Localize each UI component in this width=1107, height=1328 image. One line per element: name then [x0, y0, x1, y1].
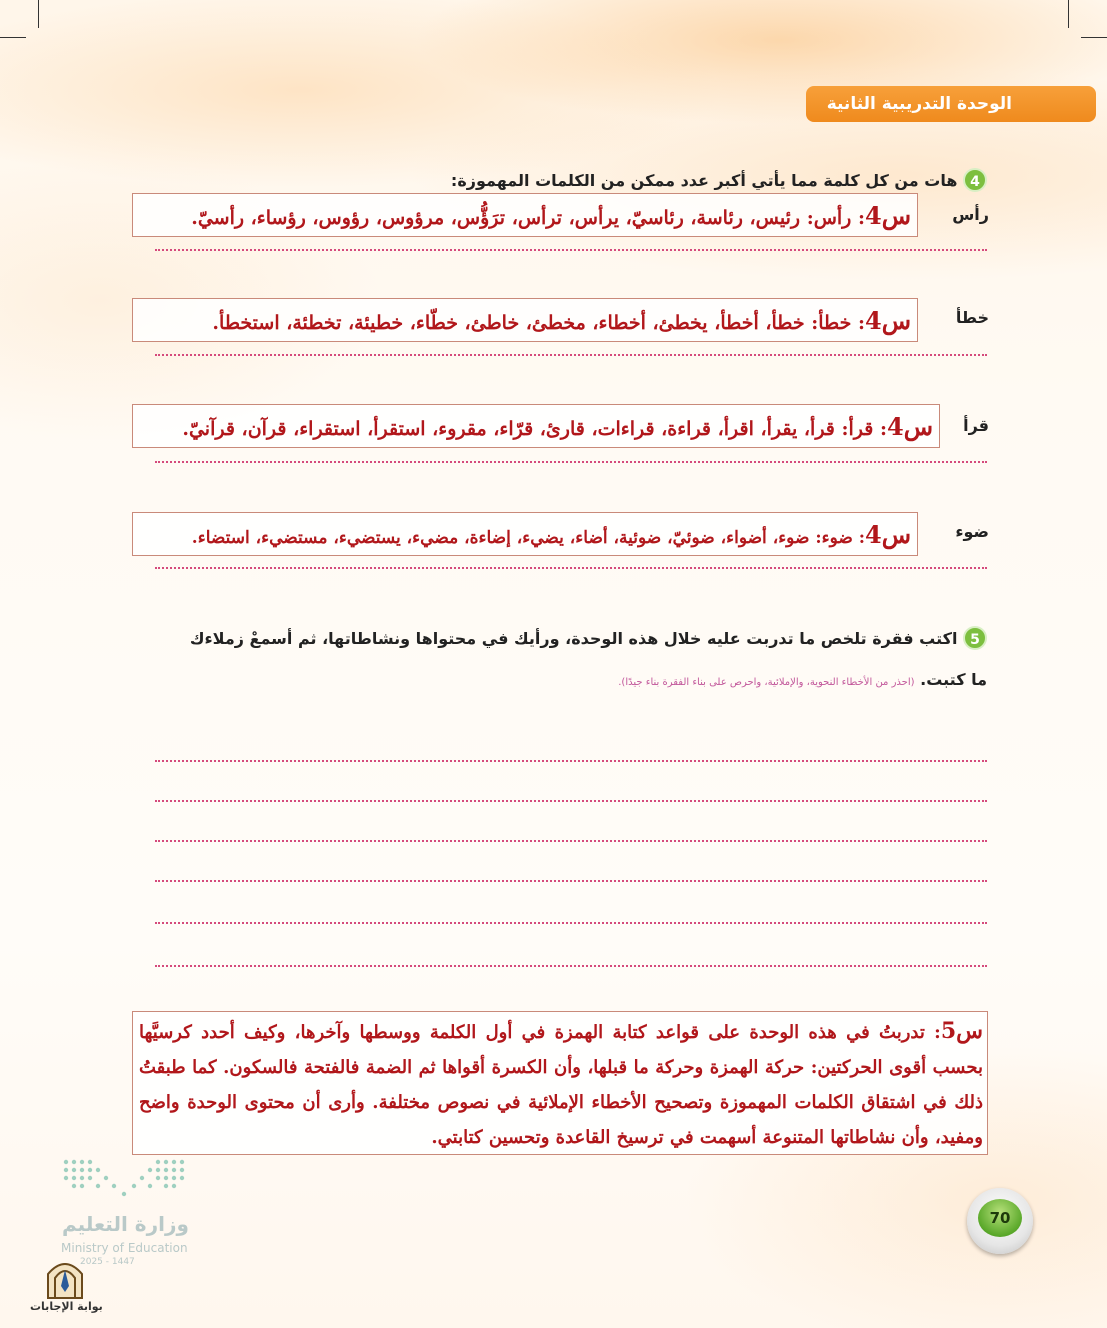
page-number-badge	[967, 1188, 1033, 1254]
answer-box	[132, 404, 940, 448]
crop-mark	[0, 37, 26, 38]
dotted-writing-line	[155, 965, 987, 967]
ministry-logo-dots	[58, 1150, 208, 1210]
question-5-text: اكتب فقرة تلخص ما تدربت عليه خلال هذه الوحدة، ورأيك في محتواها ونشاطاتها، ثم أسمعْ زملاءك	[189, 629, 958, 648]
answer-text: : رأس: رئيس، رئاسة، رئاسيّ، يرأس، ترأس، ترَؤُّس، مرؤوس، رؤوس، رؤساء، رأسيّ.	[191, 207, 865, 229]
gate-label: بوابة الإجابات	[30, 1300, 103, 1313]
dotted-writing-line	[155, 840, 987, 842]
answer-box	[132, 193, 918, 237]
answer-number: س4	[865, 520, 911, 549]
question-4-prompt	[287, 168, 987, 192]
crop-mark	[1081, 37, 1107, 38]
answer-number: س4	[865, 201, 911, 230]
dotted-writing-line	[155, 567, 987, 569]
answer-number: س4	[887, 412, 933, 441]
question-5-note: (احذر من الأخطاء النحوية، والإملائية، واحرص على بناء الفقرة بناء جيدًا).	[618, 677, 915, 688]
answer-text: : خطأ: خطأ، أخطأ، يخطئ، أخطاء، مخطئ، خاطئ، خطّاء، خطيئة، تخطئة، استخطأ.	[212, 312, 865, 334]
answer-box	[132, 298, 918, 342]
word-label: خطأ	[955, 308, 989, 327]
word-label: ضوء	[955, 522, 989, 541]
crop-mark	[1068, 0, 1069, 28]
question-number-badge: 5	[963, 626, 987, 650]
dotted-writing-line	[155, 922, 987, 924]
dotted-writing-line	[155, 461, 987, 463]
ministry-name-english: Ministry of Education	[61, 1241, 188, 1255]
page-number: 70	[978, 1199, 1022, 1237]
dotted-writing-line	[155, 880, 987, 882]
question-5-prompt	[147, 626, 987, 650]
question-5-prompt-cont	[147, 670, 987, 689]
ministry-name-arabic: وزارة التعليم	[62, 1212, 189, 1236]
answer-number: س5	[940, 1018, 983, 1044]
answer-number: س4	[865, 306, 911, 335]
crop-mark	[38, 0, 39, 28]
question-number-badge: 4	[963, 168, 987, 192]
word-label: قرأ	[963, 416, 989, 435]
question-5-text-cont: ما كتبت.	[920, 670, 987, 689]
q5-answer-text: : تدربتُ في هذه الوحدة على قواعد كتابة الهمزة في أول الكلمة ووسطها وآخرها، وكيف أحدد كرسيَّها بحسب أقوى الحركتين: حركة الهمزة وحركة ما قبلها، وأن الكسرة أقواها ثم الضمة فالفتحة فالسكون. كما طبقتُ ذلك في اشتقاق الكلمات المهموزة وتصحيح الأخطاء الإملائية في نصوص مختلفة. وأرى أن محتوى الوحدة واضح ومفيد، وأن نشاطاتها المتنوعة أسهمت في ترسيخ القاعدة وتحسين كتابتي.	[139, 1022, 983, 1148]
answer-text: : ضوء: ضوء، أضواء، ضوئيّ، ضوئية، أضاء، يضيء، إضاءة، مضيء، يستضيء، مستضيء، استضاء.	[191, 528, 865, 548]
dotted-writing-line	[155, 249, 987, 251]
q5-answer-box	[132, 1011, 988, 1155]
question-4-text: هات من كل كلمة مما يأتي أكبر عدد ممكن من الكلمات المهموزة:	[450, 171, 958, 190]
dotted-writing-line	[155, 354, 987, 356]
gate-logo-icon	[44, 1256, 86, 1300]
unit-title: الوحدة التدريبية الثانية	[826, 94, 1012, 114]
unit-title-tab	[806, 86, 1096, 122]
answer-text: : قرأ: قرأ، يقرأ، اقرأ، قراءة، قراءات، قارئ، قرّاء، مقروء، استقرأ، استقراء، قرآن، قرآنيّ.	[182, 418, 887, 440]
ministry-year: 2025 - 1447	[80, 1257, 135, 1267]
answer-box	[132, 512, 918, 556]
word-label: رأس	[952, 205, 989, 224]
dotted-writing-line	[155, 800, 987, 802]
dotted-writing-line	[155, 760, 987, 762]
